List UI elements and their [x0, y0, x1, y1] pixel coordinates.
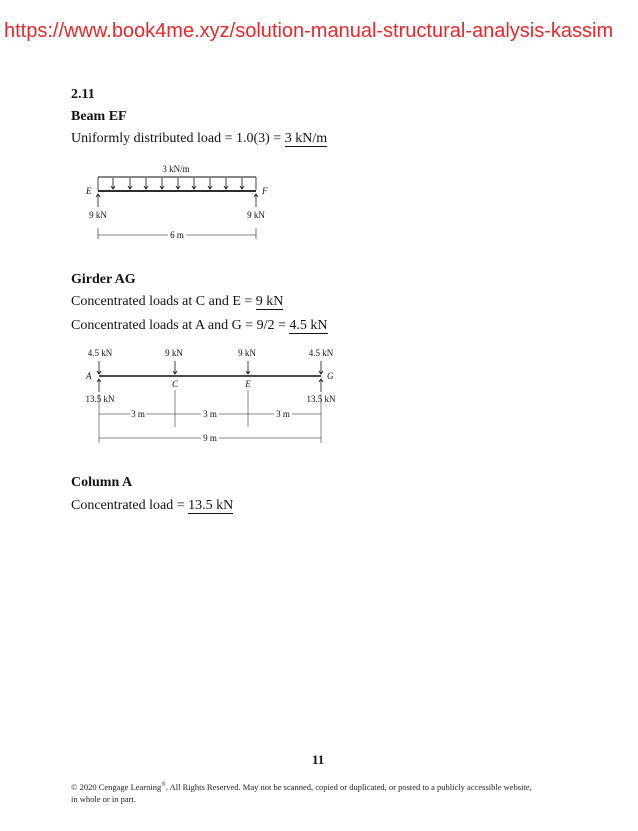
column-a-result: 13.5 kN: [188, 498, 234, 513]
girder-node-a: A: [86, 371, 92, 381]
footer-rights-text: . All Rights Reserved. May not be scanned, copied or duplicated, or posted to a publicly accessible website,: [165, 781, 532, 792]
girder-reaction-arrows: [97, 379, 323, 392]
girder-ag-line1-text: Concentrated loads at C and E =: [71, 294, 256, 309]
girder-node-c: C: [171, 379, 179, 389]
beam-ef-diagram: [85, 164, 268, 240]
girder-load-arrows: [97, 361, 323, 374]
beam-ef-reaction-e: 9 kN: [89, 210, 107, 220]
girder-load-c: 9 kN: [165, 348, 183, 358]
footer-copyright-text: © 2020 Cengage Learning: [71, 781, 162, 792]
girder-seg3-label: 3 m: [276, 409, 290, 419]
source-url-banner[interactable]: https://www.book4me.xyz/solution-manual-structural-analysis-kassim: [4, 20, 614, 42]
girder-reaction-g: 13.5 kN: [306, 394, 336, 404]
girder-ag-heading: Girder AG: [71, 272, 136, 287]
beam-ef-load-result: 3 kN/m: [284, 131, 328, 146]
beam-ef-node-f: F: [262, 186, 268, 196]
beam-ef-load-label: 3 kN/m: [162, 164, 190, 174]
girder-node-e: E: [245, 379, 251, 389]
beam-ef-span-label: 6 m: [170, 230, 184, 240]
copyright-footer: [71, 779, 532, 805]
girder-ag-diagram: [85, 348, 336, 443]
girder-seg1-label: 3 m: [131, 409, 145, 419]
problem-number: 2.11: [71, 87, 95, 102]
column-a-heading: Column A: [71, 475, 133, 490]
girder-reaction-a: 13.5 kN: [85, 394, 115, 404]
girder-ag-line1-result: 9 kN: [255, 294, 284, 309]
girder-seg2-label: 3 m: [203, 409, 217, 419]
page-number: 11: [312, 752, 325, 767]
girder-total-label: 9 m: [203, 433, 217, 443]
registered-mark: ®: [161, 782, 166, 788]
girder-ag-line2-text: Concentrated loads at A and G = 9/2 =: [71, 318, 290, 333]
column-a-line: [71, 498, 233, 514]
footer-line-2: in whole or in part.: [71, 793, 136, 804]
footer-line-1: [71, 779, 532, 793]
girder-load-g: 4.5 kN: [308, 348, 334, 358]
beam-ef-load-text: Uniformly distributed load = 1.0(3) =: [71, 131, 285, 146]
girder-node-g: G: [327, 371, 334, 381]
girder-ag-line2-result: 4.5 kN: [289, 318, 328, 333]
beam-ef-reaction-f: 9 kN: [247, 210, 265, 220]
beam-ef-reaction-arrows: [96, 194, 258, 207]
distributed-load-arrows: [98, 177, 256, 190]
beam-ef-heading: Beam EF: [71, 109, 127, 124]
girder-ag-line1: [71, 294, 283, 310]
girder-load-e: 9 kN: [238, 348, 256, 358]
girder-load-a: 4.5 kN: [87, 348, 113, 358]
beam-ef-node-e: E: [86, 186, 92, 196]
girder-ag-line2: [71, 318, 328, 334]
column-a-text: Concentrated load =: [71, 498, 189, 513]
